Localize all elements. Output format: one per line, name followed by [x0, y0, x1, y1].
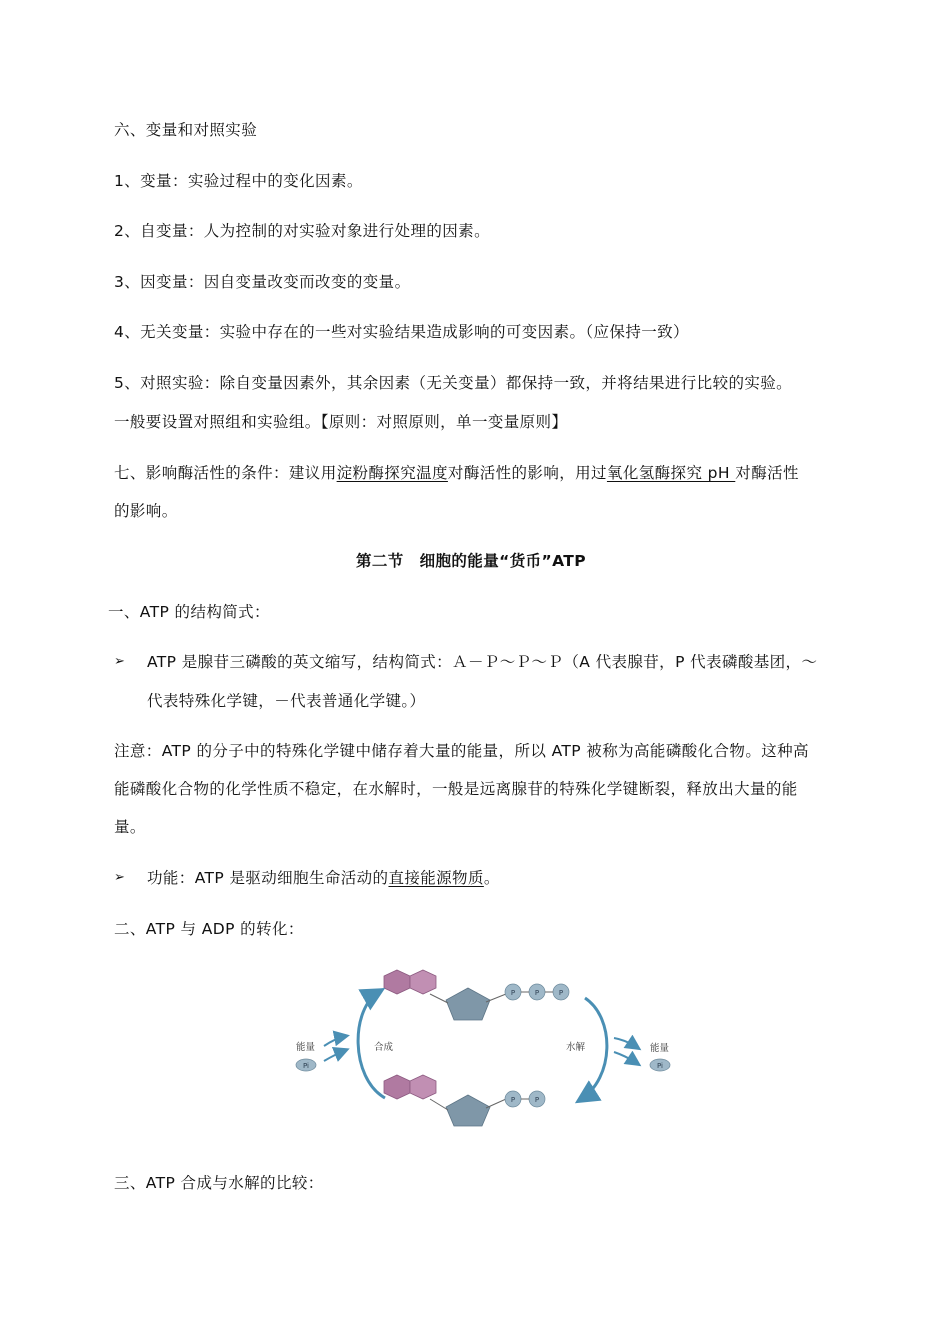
- part3-heading: 三、ATP 合成与水解的比较：: [114, 1174, 324, 1192]
- phosphate-label: P: [534, 989, 540, 997]
- section7-line1: [114, 463, 799, 483]
- section7-underline-catalase: 氧化氢酶探究 pH: [606, 464, 736, 482]
- phosphate-label: P: [510, 1096, 516, 1104]
- phosphate-label: P: [558, 989, 564, 997]
- part1-heading: 一、ATP 的结构简式：: [108, 603, 270, 621]
- arrow-bullet-icon-2: ➢: [114, 870, 125, 885]
- left-pi-label: Pi: [302, 1062, 310, 1070]
- right-pi-label: Pi: [656, 1062, 664, 1070]
- section7-text-b: 对酶活性的影响，用过: [447, 464, 607, 482]
- item-control-experiment: 5、对照实验：除自变量因素外，其余因素（无关变量）都保持一致，并将结果进行比较的实验。: [114, 374, 793, 392]
- section7-line2: 的影响。: [114, 502, 178, 520]
- synthesis-label: 合成: [374, 1042, 394, 1053]
- note-line2: 能磷酸化合物的化学性质不稳定，在水解时，一般是远离腺苷的特殊化学键断裂，释放出大量的能: [114, 780, 798, 798]
- section6-heading: 六、变量和对照实验: [114, 121, 258, 139]
- bullet2-text-a: 功能：ATP 是驱动细胞生命活动的: [147, 869, 389, 887]
- bullet2-function: [147, 868, 500, 888]
- bullet2-underline-direct-energy: 直接能源物质: [388, 869, 484, 887]
- section-title: 第二节 细胞的能量“货币”ATP: [356, 552, 587, 570]
- atp-adp-conversion-diagram: [280, 958, 680, 1138]
- left-energy-label: 能量: [296, 1042, 316, 1053]
- adp-molecule: [384, 1075, 545, 1126]
- atp-base-ring2-icon: [410, 970, 436, 994]
- energy-out-arrow: [614, 1038, 638, 1048]
- section7-text-a: 七、影响酶活性的条件：建议用: [114, 464, 337, 482]
- arrow-bullet-icon: ➢: [114, 654, 125, 669]
- right-energy-label: 能量: [650, 1043, 670, 1054]
- adp-base-icon: [384, 1075, 410, 1099]
- item-variable: 1、变量：实验过程中的变化因素。: [114, 172, 363, 190]
- item-dependent-variable: 3、因变量：因自变量改变而改变的变量。: [114, 273, 411, 291]
- pi-out-arrow: [614, 1052, 638, 1064]
- part2-heading: 二、ATP 与 ADP 的转化：: [114, 920, 304, 938]
- atp-base-icon: [384, 970, 410, 994]
- section7-text-c: 对酶活性: [735, 464, 799, 482]
- note-line1: 注意：ATP 的分子中的特殊化学键中储存着大量的能量，所以 ATP 被称为高能磷酸化合物。这种高: [114, 742, 809, 760]
- atp-sugar-icon: [446, 988, 490, 1020]
- phosphate-label: P: [510, 989, 516, 997]
- bullet1-line1: ATP 是腺苷三磷酸的英文缩写，结构简式：Ａ－Ｐ～Ｐ～Ｐ（A 代表腺苷，P 代表磷酸基团，～: [147, 653, 818, 671]
- adp-sugar-icon: [446, 1095, 490, 1126]
- bullet2-text-b: 。: [483, 869, 500, 887]
- bullet1-line2: 代表特殊化学键，－代表普通化学键。）: [147, 692, 426, 710]
- adp-base-ring2-icon: [410, 1075, 436, 1099]
- note-line3: 量。: [114, 818, 146, 836]
- item-independent-variable: 2、自变量：人为控制的对实验对象进行处理的因素。: [114, 222, 490, 240]
- energy-in-arrow: [324, 1036, 346, 1046]
- item-irrelevant-variable: 4、无关变量：实验中存在的一些对实验结果造成影响的可变因素。（应保持一致）: [114, 323, 689, 341]
- pi-in-arrow: [324, 1050, 346, 1061]
- item-control-experiment-cont: 一般要设置对照组和实验组。【原则：对照原则，单一变量原则】: [114, 413, 568, 431]
- phosphate-label: P: [534, 1096, 540, 1104]
- atp-molecule: [384, 970, 569, 1020]
- hydrolysis-label: 水解: [566, 1042, 586, 1053]
- section7-underline-amylase: 淀粉酶探究温度: [336, 464, 448, 482]
